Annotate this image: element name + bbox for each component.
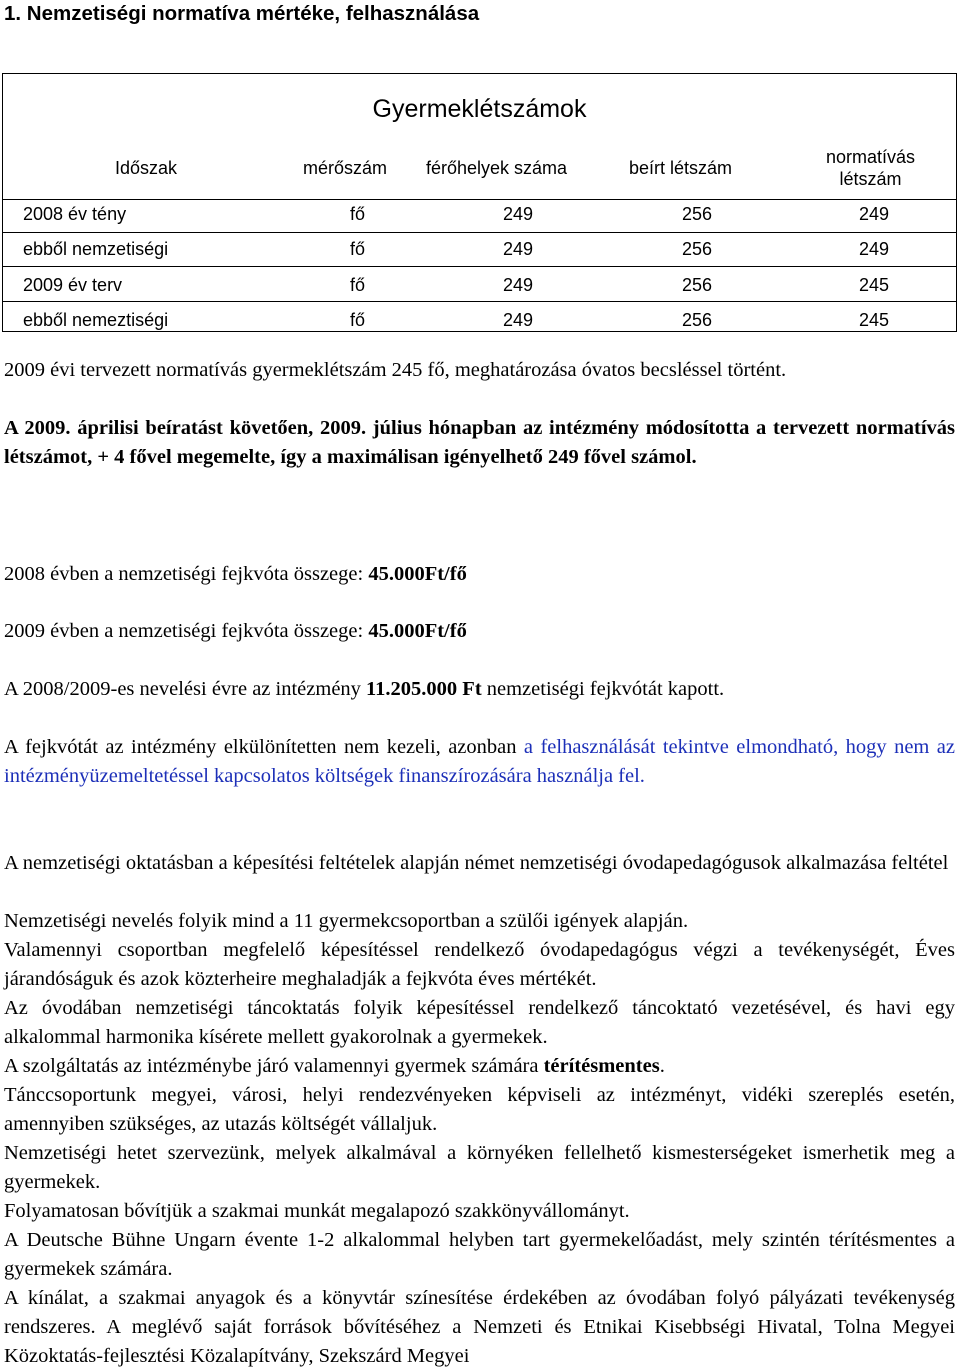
quota-received-amount: 11.205.000 Ft (366, 678, 482, 700)
paragraph-grants: A kínálat, a szakmai anyagok és a könyvtár színesítése érdekében az óvodában folyó pályázati tevékenység rendszeres. A meglévő saját források bővítéséhez a Nemzeti és Etnikai Kisebbségi Hivatal, Tolna Megyei Közoktatás-fejlesztési Közalapítvány, Szekszárd Megyei (4, 1287, 955, 1367)
cell-normative: 249 (858, 239, 889, 259)
cell-capacity: 249 (502, 275, 533, 295)
paragraph-free-service (4, 1052, 955, 1081)
free-service-text: A szolgáltatás az intézménybe járó valamennyi gyermek számára (4, 1055, 544, 1077)
cell-unit: fő (349, 204, 365, 224)
cell-normative: 245 (858, 310, 889, 330)
quota-2008-amount: 45.000Ft/fő (368, 563, 467, 585)
cell-capacity: 249 (502, 239, 533, 259)
paragraph-modification: A 2009. áprilisi beíratást követően, 2009. július hónapban az intézmény módosította a tervezett normatívás létszámot, + 4 fővel megemelte, így a maximálisan igényelhető 249 fővel számol. (4, 417, 955, 468)
paragraph-teachers: Valamennyi csoportban megfelelő képesítéssel rendelkező óvodapedagógus végzi a tevékenységét, Éves járandóságuk és azok közterheire meghaladják a fejkvóta éves mértékét. (4, 939, 955, 990)
paragraph-nationality-week: Nemzetiségi hetet szervezünk, melyek alkalmával a környéken fellelhető kismesterségeket ismerhetik meg a gyermekek. (4, 1142, 955, 1193)
cell-period: 2008 év tény (23, 204, 127, 224)
paragraph-theatre: A Deutsche Bühne Ungarn évente 1-2 alkalommal helyben tart gyermekelőadást, mely szintén térítésmentes a gyermekek számára. (4, 1229, 955, 1280)
cell-unit: fő (349, 310, 365, 330)
cell-capacity: 249 (502, 204, 533, 224)
row-divider (3, 232, 956, 233)
header-divider (3, 199, 956, 200)
cell-enrolled: 256 (681, 239, 712, 259)
paragraph-quota-usage (4, 733, 955, 791)
paragraph-quota-2008 (4, 560, 955, 589)
paragraph-dance-group: Tánccsoportunk megyei, városi, helyi rendezvényeken képviseli az intézményt, vidéki szereplés esetén, amennyiben szükséges, az utazás költségét vállaljuk. (4, 1084, 955, 1135)
quota-2009-amount: 45.000Ft/fő (368, 620, 467, 642)
row-divider (3, 301, 956, 302)
paragraph-dance: Az óvodában nemzetiségi táncoktatás folyik képesítéssel rendelkező táncoktató vezetésével, és havi egy alkalommal harmonika kísérete mellett gyakorolnak a gyermekek. (4, 997, 955, 1048)
paragraph-quota-received (4, 675, 955, 704)
section-heading: 1. Nemzetiségi normatíva mértéke, felhasználása (4, 2, 480, 25)
row-divider (3, 266, 956, 267)
cell-enrolled: 256 (681, 275, 712, 295)
cell-capacity: 249 (502, 310, 533, 330)
quota-usage-highlight: a felhasználását tekintve elmondható, hogy nem az intézményüzemeltetéssel kapcsolatos költségek finanszírozására használja fel. (4, 736, 955, 787)
cell-enrolled: 256 (681, 310, 712, 330)
quota-usage-text: A fejkvótát az intézmény elkülönítetten nem kezeli, azonban (4, 736, 524, 758)
cell-period: 2009 év terv (23, 275, 123, 295)
header-normative: normatívás létszám (825, 147, 916, 189)
quota-received-text-b: nemzetiségi fejkvótát kapott. (481, 678, 725, 700)
cell-enrolled: 256 (681, 204, 712, 224)
cell-unit: fő (349, 275, 365, 295)
table-title: Gyermeklétszámok (372, 95, 587, 123)
paragraph-library: Folyamatosan bővítjük a szakmai munkát megalapozó szakkönyvállományt. (4, 1200, 630, 1222)
header-period: Időszak (115, 158, 178, 178)
cell-normative: 249 (858, 204, 889, 224)
header-enrolled: beírt létszám (629, 158, 733, 178)
cell-unit: fő (349, 239, 365, 259)
cell-period: ebből nemeztiségi (23, 310, 169, 330)
header-unit: mérőszám (303, 158, 388, 178)
quota-received-text-a: A 2008/2009-es nevelési évre az intézmény (4, 678, 367, 700)
quota-2009-label: 2009 évben a nemzetiségi fejkvóta összege: (4, 620, 369, 642)
quota-2008-label: 2008 évben a nemzetiségi fejkvóta összege: (4, 563, 369, 585)
header-capacity: férőhelyek száma (426, 158, 568, 178)
free-service-end: . (659, 1055, 665, 1077)
cell-period: ebből nemzetiségi (23, 239, 169, 259)
paragraph-quota-2009 (4, 617, 955, 646)
children-count-table (2, 73, 957, 332)
paragraph-teacher-requirement: A nemzetiségi oktatásban a képesítési feltételek alapján német nemzetiségi óvodapedagógusok alkalmazása feltétel (4, 852, 949, 874)
paragraph-planned-count: 2009 évi tervezett normatívás gyermeklétszám 245 fő, meghatározása óvatos becsléssel történt. (4, 359, 787, 381)
free-service-bold: térítésmentes (543, 1055, 660, 1077)
paragraph-groups: Nemzetiségi nevelés folyik mind a 11 gyermekcsoportban a szülői igények alapján. (4, 910, 689, 932)
cell-normative: 245 (858, 275, 889, 295)
